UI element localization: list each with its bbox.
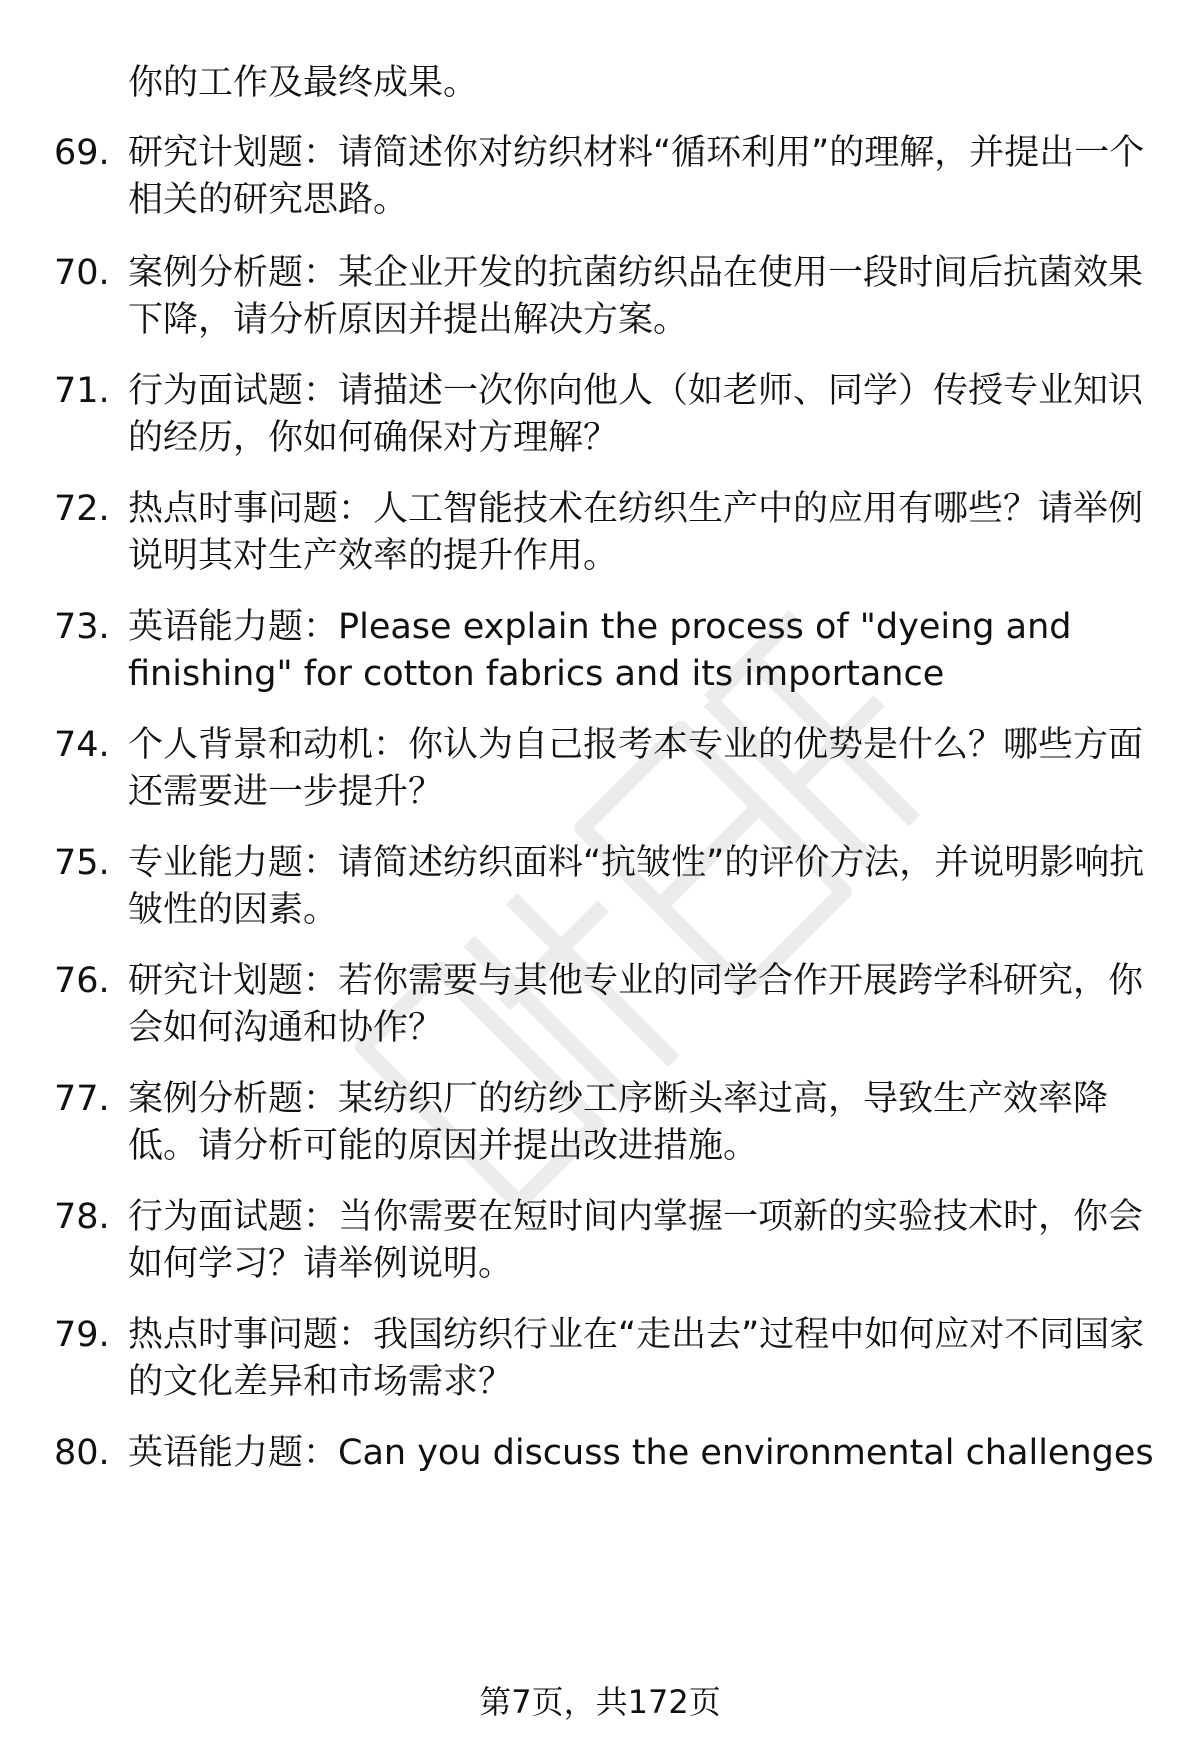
question-number: 77. bbox=[54, 1079, 110, 1119]
question-text: 热点时事问题：我国纺织行业在“走出去”过程中如何应对不同国家的文化差异和市场需求？ bbox=[128, 1315, 1145, 1402]
question-number: 69. bbox=[54, 133, 110, 173]
question-number: 75. bbox=[54, 843, 110, 883]
question-number: 72. bbox=[54, 489, 110, 529]
question-text: 热点时事问题：人工智能技术在纺织生产中的应用有哪些？请举例说明其对生产效率的提升作用。 bbox=[128, 489, 1144, 576]
question-number: 80. bbox=[54, 1433, 110, 1473]
question-text: 英语能力题：Can you discuss the environmental challenges bbox=[128, 1433, 1154, 1473]
question-text: 英语能力题：Please explain the process of "dyeing and finishing" for cotton fabrics and its importance bbox=[128, 607, 1072, 694]
question-text: 行为面试题：请描述一次你向他人（如老师、同学）传授专业知识的经历，你如何确保对方理解？ bbox=[128, 371, 1144, 458]
question-text: 行为面试题：当你需要在短时间内掌握一项新的实验技术时，你会如何学习？请举例说明。 bbox=[128, 1197, 1144, 1284]
question-text: 研究计划题：若你需要与其他专业的同学合作开展跨学科研究，你会如何沟通和协作？ bbox=[128, 961, 1144, 1048]
question-number: 74. bbox=[54, 725, 110, 765]
question-text: 专业能力题：请简述纺织面料“抗皱性”的评价方法，并说明影响抗皱性的因素。 bbox=[128, 843, 1145, 930]
page-footer: 第7页，共172页 bbox=[479, 1683, 721, 1721]
question-text: 个人背景和动机：你认为自己报考本专业的优势是什么？哪些方面还需要进一步提升？ bbox=[128, 725, 1144, 812]
continued-question-text: 你的工作及最终成果。 bbox=[128, 63, 479, 103]
question-number: 71. bbox=[54, 371, 110, 411]
question-number: 79. bbox=[54, 1315, 110, 1355]
question-number: 73. bbox=[54, 607, 110, 647]
question-text: 案例分析题：某纺织厂的纺纱工序断头率过高，导致生产效率降低。请分析可能的原因并提出改进措施。 bbox=[128, 1079, 1109, 1166]
question-text: 研究计划题：请简述你对纺织材料“循环利用”的理解，并提出一个相关的研究思路。 bbox=[128, 133, 1145, 220]
question-number: 78. bbox=[54, 1197, 110, 1237]
question-text: 案例分析题：某企业开发的抗菌纺织品在使用一段时间后抗菌效果下降，请分析原因并提出解决方案。 bbox=[128, 253, 1144, 340]
question-number: 76. bbox=[54, 961, 110, 1001]
question-number: 70. bbox=[54, 253, 110, 293]
